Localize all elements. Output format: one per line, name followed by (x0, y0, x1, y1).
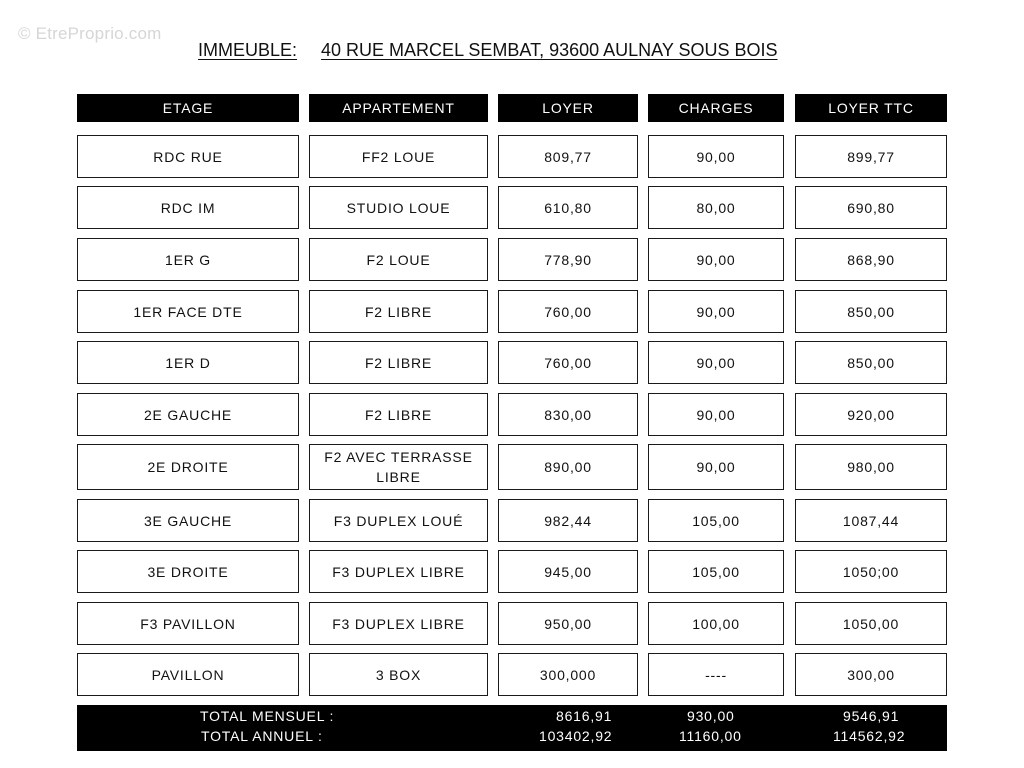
table-cell-loyer: 982,44 (498, 499, 638, 542)
table-cell-charges: 90,00 (648, 135, 784, 178)
table-cell-loyer-ttc: 850,00 (795, 341, 947, 384)
table-cell-loyer: 950,00 (498, 602, 638, 645)
table-cell-loyer: 300,000 (498, 653, 638, 696)
table-cell-charges: 90,00 (648, 290, 784, 333)
table-cell-charges: 90,00 (648, 238, 784, 281)
table-cell-loyer-ttc: 1050,00 (795, 602, 947, 645)
table-cell-appartement: FF2 LOUE (309, 135, 488, 178)
table-cell-etage: RDC IM (77, 186, 299, 229)
header-charges: CHARGES (648, 94, 784, 122)
table-cell-appartement: F2 LIBRE (309, 393, 488, 436)
total-annual-loyer: 103402,92 (539, 728, 613, 744)
table-cell-appartement: F2 LOUE (309, 238, 488, 281)
table-cell-etage: RDC RUE (77, 135, 299, 178)
table-cell-loyer-ttc: 1050;00 (795, 550, 947, 593)
table-cell-charges: 90,00 (648, 341, 784, 384)
title-address: 40 RUE MARCEL SEMBAT, 93600 AULNAY SOUS BOIS (321, 40, 778, 60)
table-cell-loyer: 760,00 (498, 290, 638, 333)
header-loyer: LOYER (498, 94, 638, 122)
table-cell-appartement: F3 DUPLEX LIBRE (309, 550, 488, 593)
table-cell-etage: PAVILLON (77, 653, 299, 696)
table-cell-appartement: F2 LIBRE (309, 290, 488, 333)
table-cell-loyer-ttc: 850,00 (795, 290, 947, 333)
table-cell-loyer-ttc: 868,90 (795, 238, 947, 281)
table-cell-loyer-ttc: 980,00 (795, 444, 947, 490)
table-cell-charges: 80,00 (648, 186, 784, 229)
header-appartement: APPARTEMENT (309, 94, 488, 122)
total-monthly-loyer: 8616,91 (556, 708, 613, 724)
table-cell-etage: 1ER FACE DTE (77, 290, 299, 333)
header-etage: ETAGE (77, 94, 299, 122)
table-cell-charges: 100,00 (648, 602, 784, 645)
table-cell-loyer-ttc: 300,00 (795, 653, 947, 696)
table-cell-etage: 3E GAUCHE (77, 499, 299, 542)
total-annual-loyer-ttc: 114562,92 (833, 728, 906, 744)
table-cell-appartement: F3 DUPLEX LOUÉ (309, 499, 488, 542)
total-monthly-charges: 930,00 (687, 708, 735, 724)
table-cell-etage: 3E DROITE (77, 550, 299, 593)
title-label: IMMEUBLE: (198, 40, 298, 60)
table-cell-etage: 1ER D (77, 341, 299, 384)
page-title (198, 40, 778, 61)
total-annual-charges: 11160,00 (679, 728, 742, 744)
table-cell-charges: 90,00 (648, 444, 784, 490)
table-cell-appartement: F2 AVEC TERRASSE LIBRE (309, 444, 488, 490)
total-monthly-loyer-ttc: 9546,91 (843, 708, 900, 724)
table-cell-loyer: 760,00 (498, 341, 638, 384)
table-cell-charges: ---- (648, 653, 784, 696)
table-cell-charges: 105,00 (648, 550, 784, 593)
table-cell-etage: F3 PAVILLON (77, 602, 299, 645)
table-cell-appartement: F2 LIBRE (309, 341, 488, 384)
table-cell-loyer: 778,90 (498, 238, 638, 281)
table-cell-etage: 1ER G (77, 238, 299, 281)
table-cell-appartement: STUDIO LOUE (309, 186, 488, 229)
table-cell-loyer: 890,00 (498, 444, 638, 490)
table-cell-charges: 90,00 (648, 393, 784, 436)
table-cell-loyer: 830,00 (498, 393, 638, 436)
table-cell-loyer-ttc: 690,80 (795, 186, 947, 229)
table-cell-appartement: F3 DUPLEX LIBRE (309, 602, 488, 645)
totals-bar (77, 705, 947, 751)
total-monthly-label: TOTAL MENSUEL : (200, 708, 335, 724)
table-cell-etage: 2E DROITE (77, 444, 299, 490)
table-cell-loyer-ttc: 899,77 (795, 135, 947, 178)
table-cell-charges: 105,00 (648, 499, 784, 542)
table-cell-loyer: 945,00 (498, 550, 638, 593)
table-cell-etage: 2E GAUCHE (77, 393, 299, 436)
watermark: © EtreProprio.com (18, 24, 162, 43)
table-cell-loyer: 809,77 (498, 135, 638, 178)
table-cell-appartement: 3 BOX (309, 653, 488, 696)
header-loyer-ttc: LOYER TTC (795, 94, 947, 122)
table-cell-loyer-ttc: 1087,44 (795, 499, 947, 542)
total-annual-label: TOTAL ANNUEL : (201, 728, 323, 744)
table-cell-loyer-ttc: 920,00 (795, 393, 947, 436)
table-cell-loyer: 610,80 (498, 186, 638, 229)
